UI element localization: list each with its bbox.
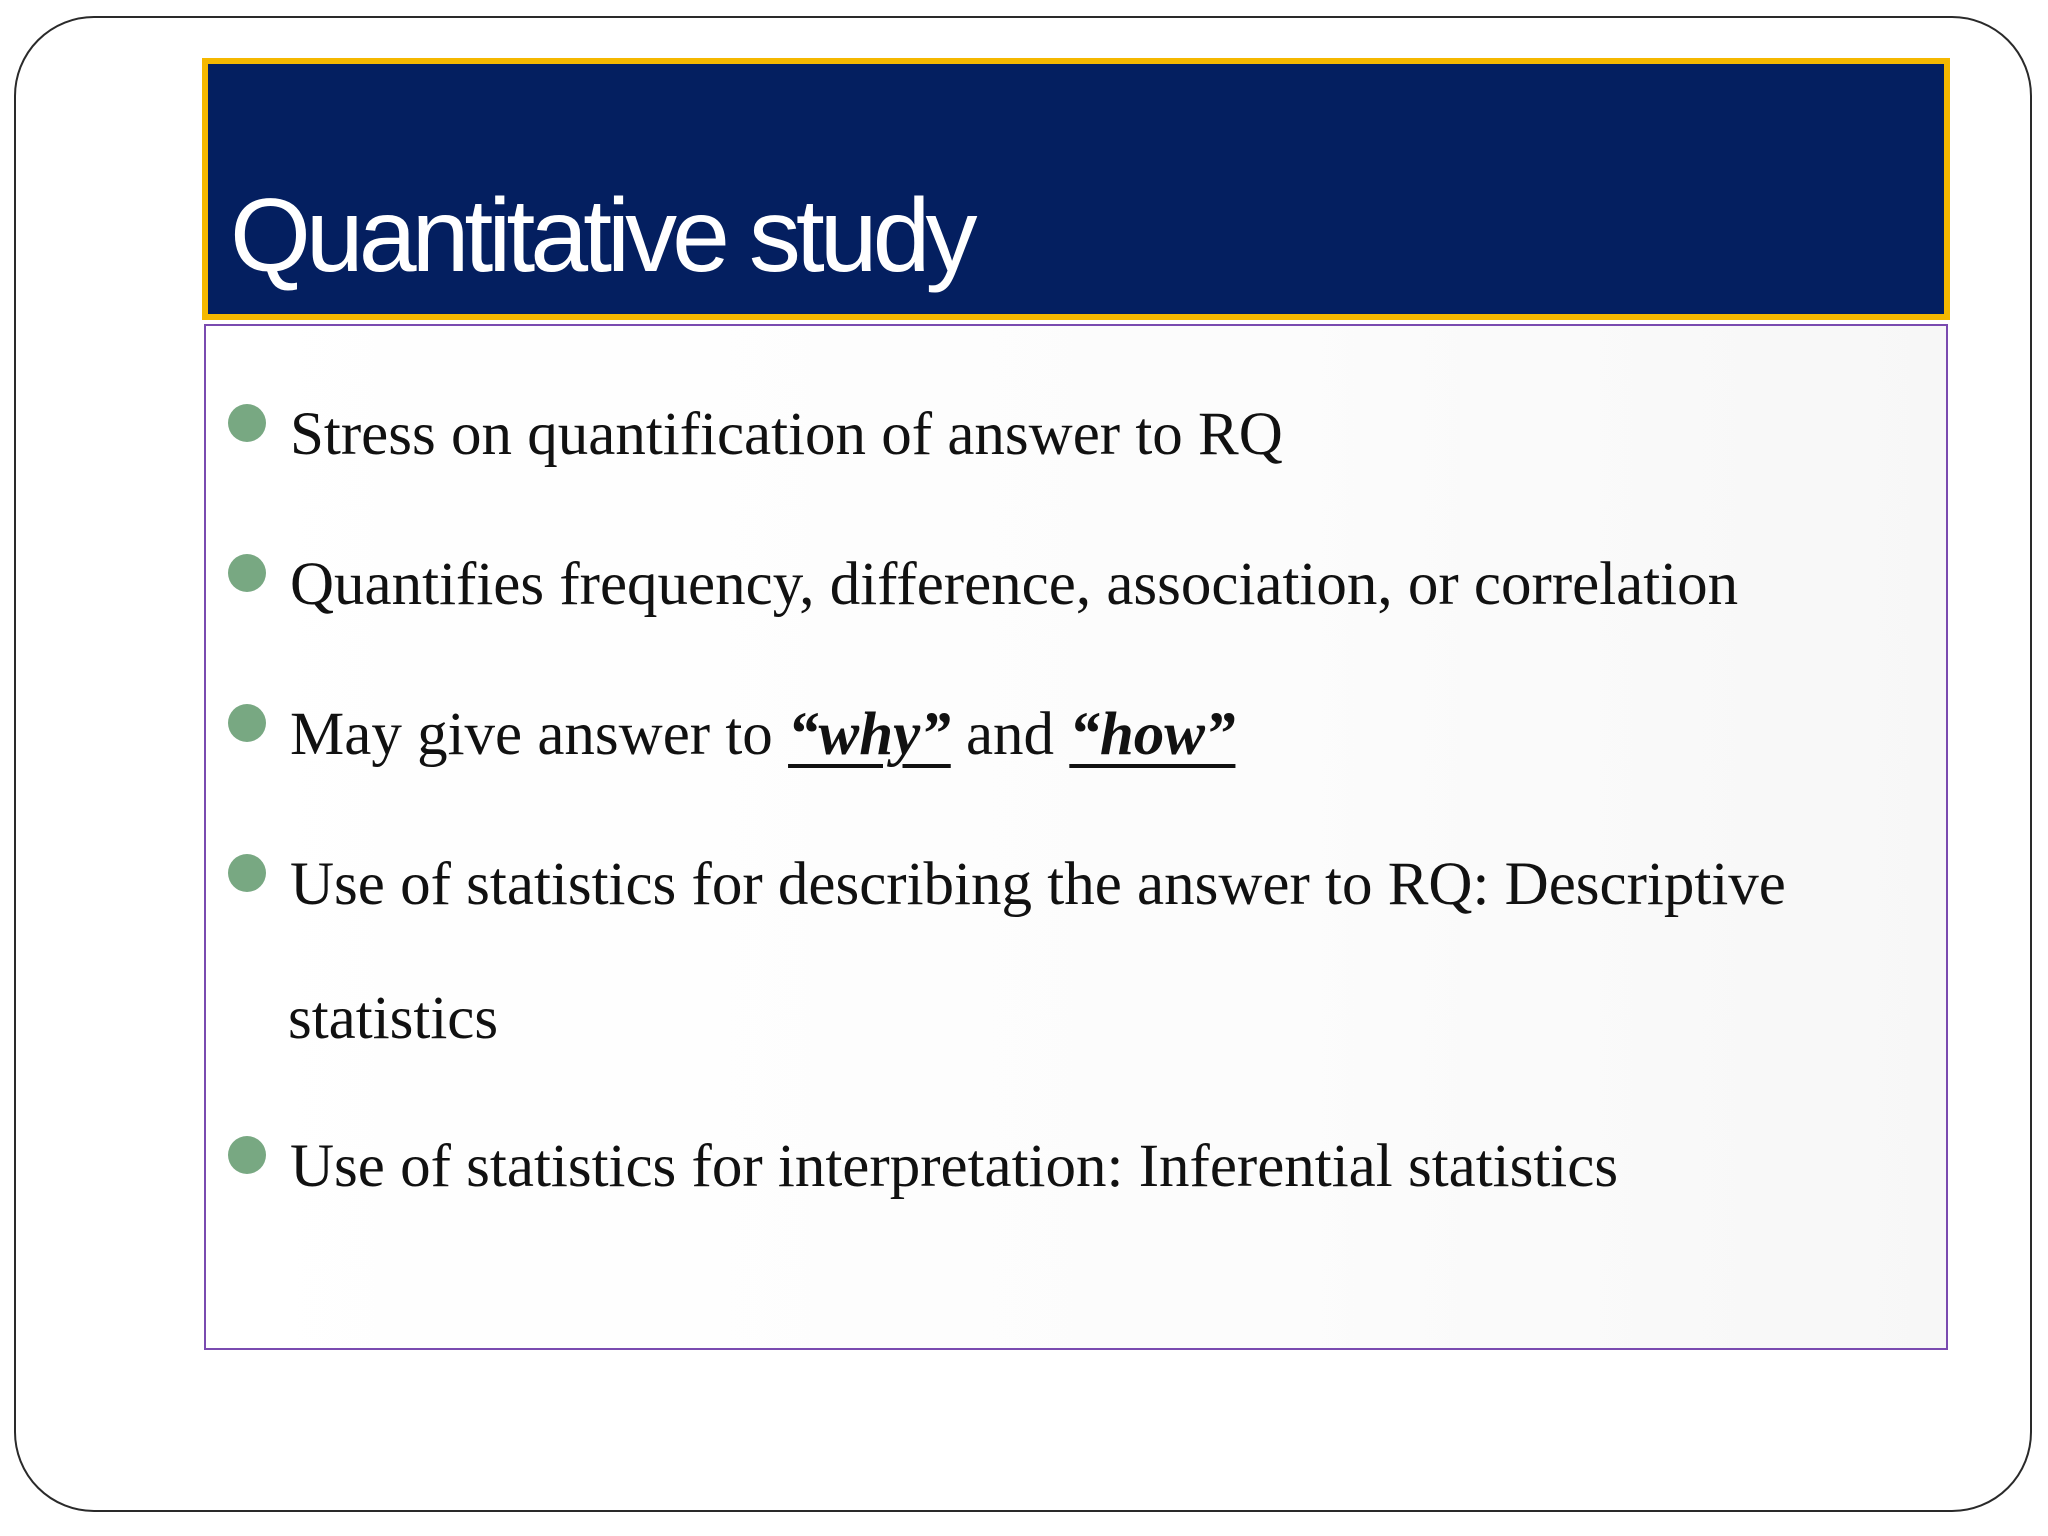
slide-title: Quantitative study <box>230 178 973 294</box>
emphasis-how: “how” <box>1069 701 1236 768</box>
bullet-text-continuation: statistics <box>288 985 499 1052</box>
title-bar <box>202 58 1950 320</box>
bullet-dot-icon <box>228 554 266 592</box>
bullet-text: Use of statistics for interpretation: Inferential statistics <box>290 1133 1619 1200</box>
bullet-text: Use of statistics for describing the answer to RQ: Descriptive <box>290 851 1786 918</box>
bullet-text <box>290 701 1236 768</box>
emphasis-why: “why” <box>788 701 951 768</box>
bullet-dot-icon <box>228 704 266 742</box>
bullet-text-middle: and <box>950 701 1070 768</box>
content-box <box>204 324 1948 1350</box>
bullet-text: Stress on quantification of answer to RQ <box>290 401 1283 468</box>
bullet-dot-icon <box>228 854 266 892</box>
bullet-text: Quantifies frequency, difference, association, or correlation <box>290 551 1739 618</box>
bullet-dot-icon <box>228 1136 266 1174</box>
bullet-text-prefix: May give answer to <box>290 701 789 768</box>
bullet-dot-icon <box>228 404 266 442</box>
